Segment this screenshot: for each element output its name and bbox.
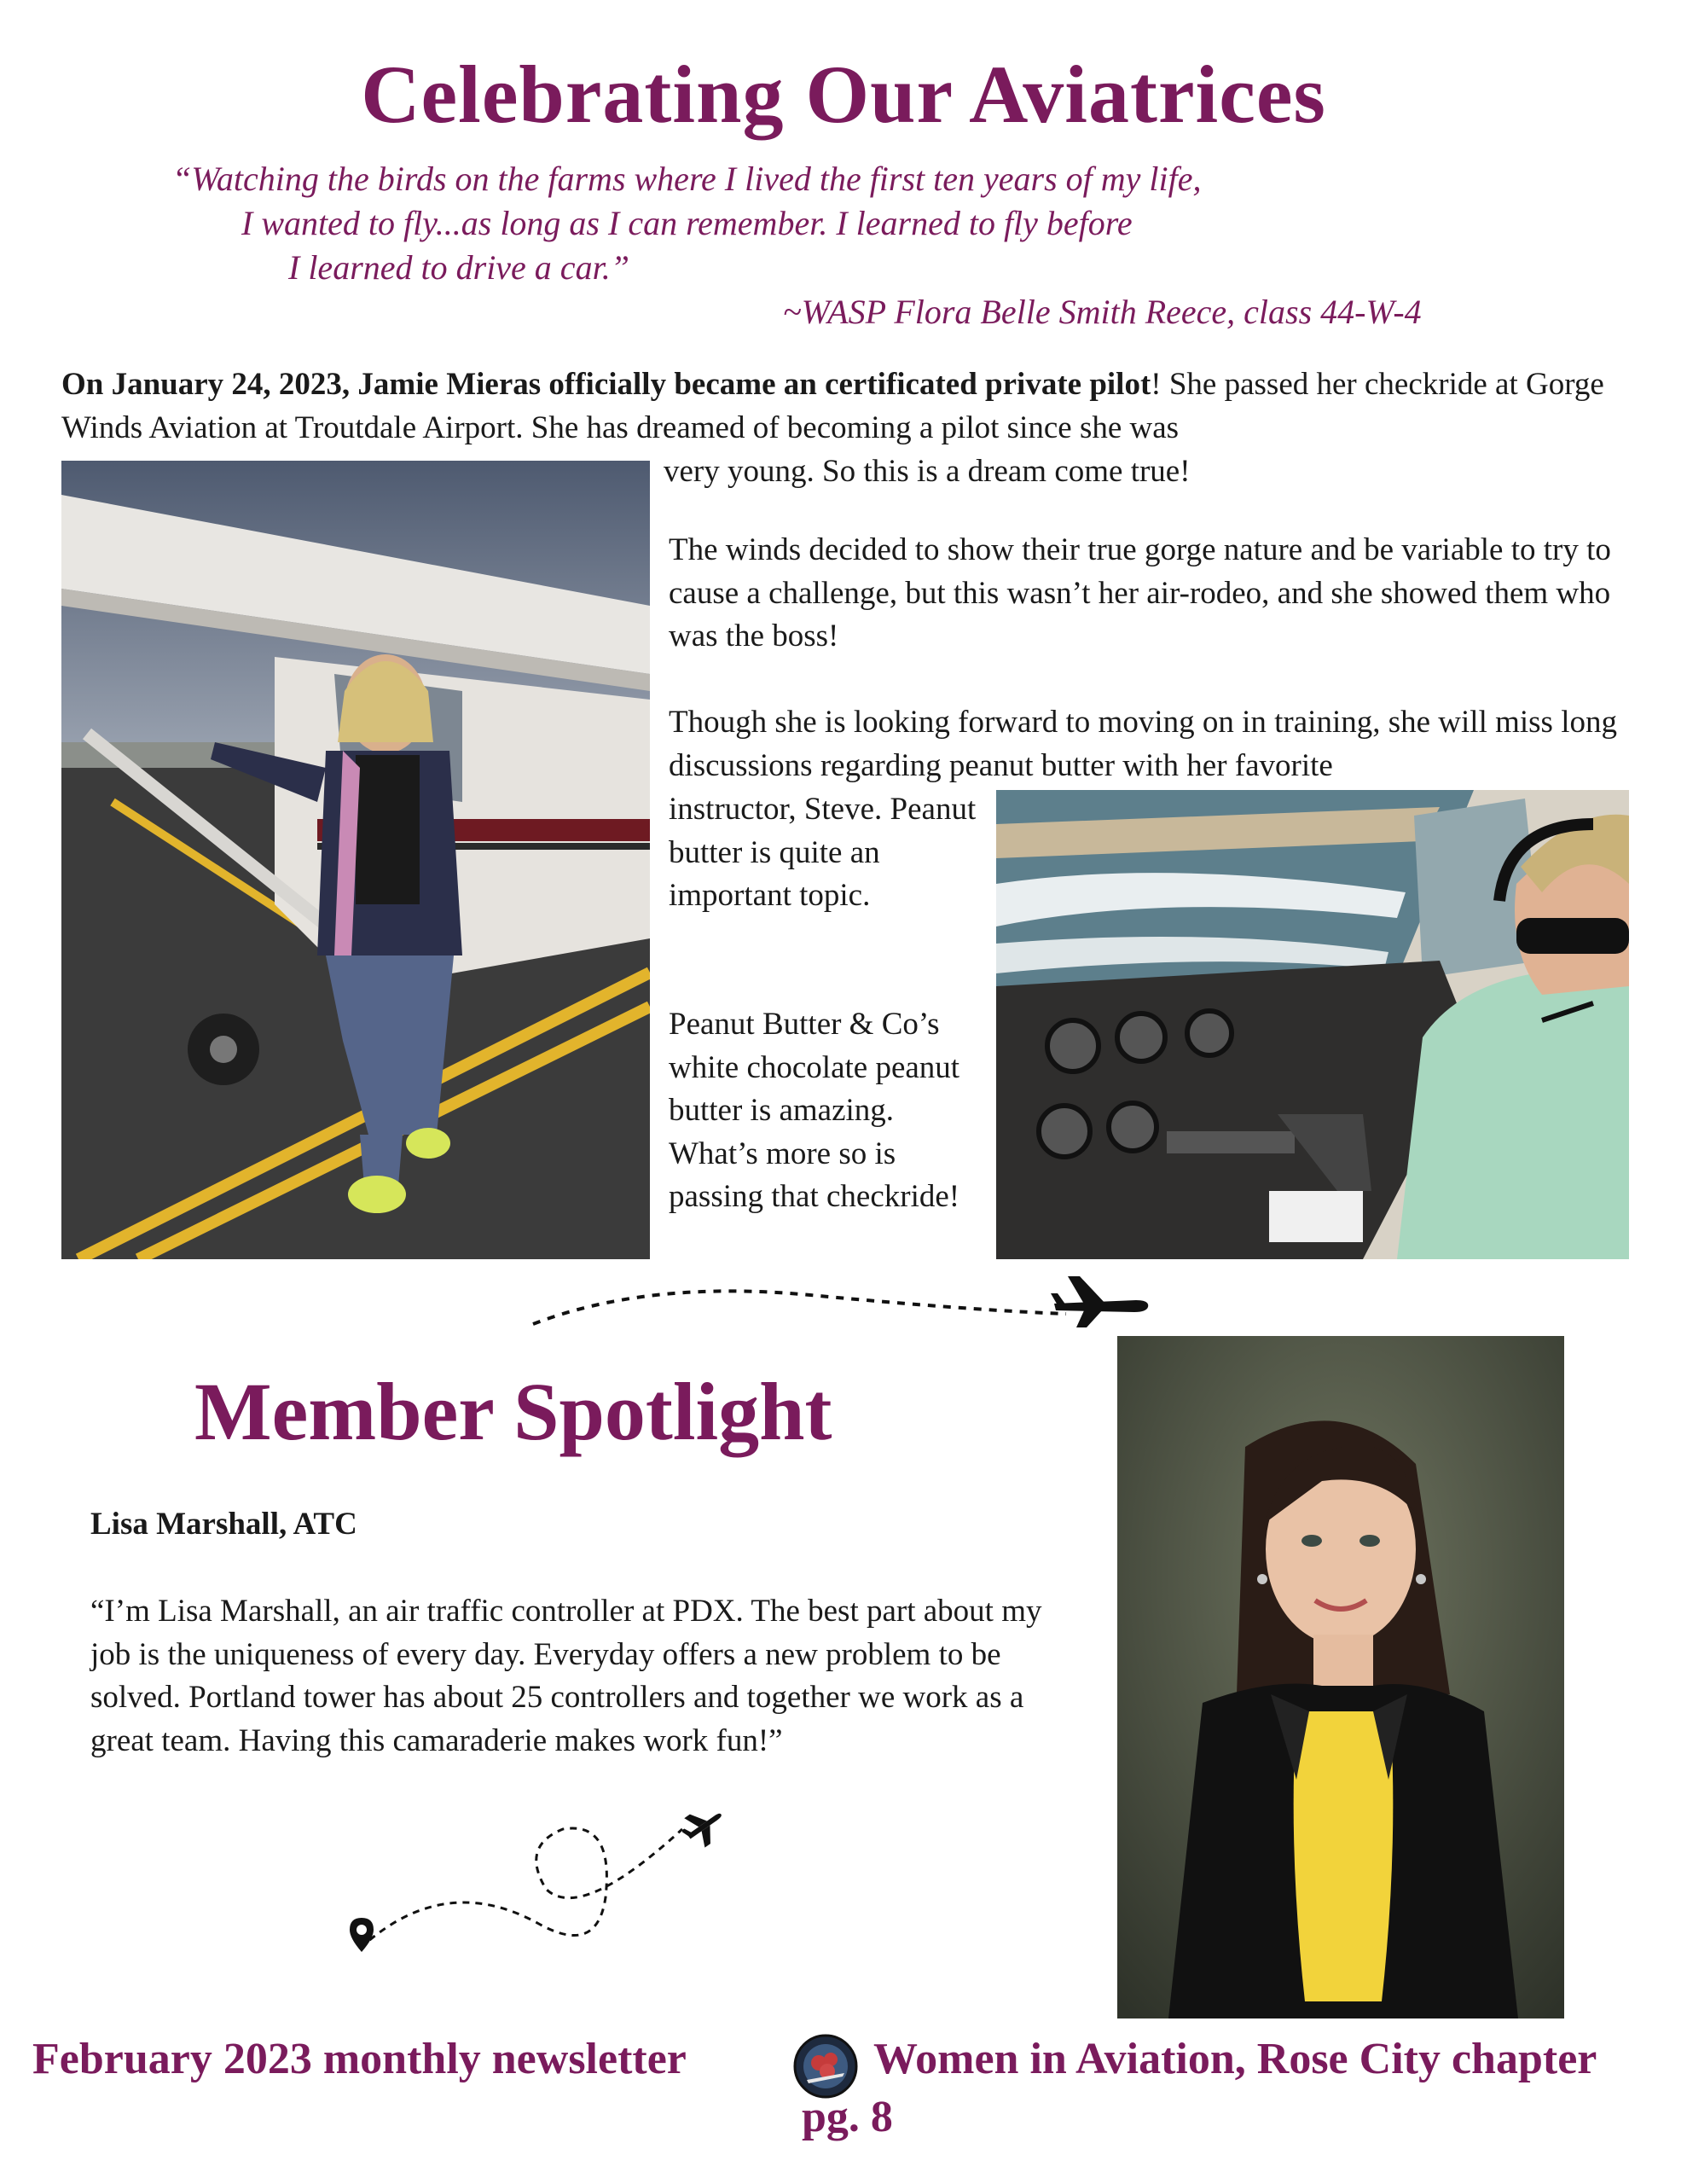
spotlight-title: Member Spotlight <box>194 1366 832 1457</box>
article-paragraph-4: Peanut Butter & Co’s white chocolate peanut butter is amazing. What’s more so is passing that checkride! <box>669 1007 960 1214</box>
footer-newsletter-date: February 2023 monthly newsletter <box>32 2035 687 2083</box>
photo-pilot-with-plane <box>61 461 650 1259</box>
looping-flight-path <box>341 1795 733 1966</box>
plane-icon <box>682 1805 725 1848</box>
article-lead <box>61 363 1614 450</box>
quote-line-3: I learned to drive a car.” <box>288 248 629 287</box>
quote-line-2: I wanted to fly...as long as I can remember. I learned to fly before <box>241 204 1133 242</box>
quote-line-1: “Watching the birds on the farms where I lived the first ten years of my life, <box>172 160 1202 198</box>
article-lead-rest: ! She passed her checkride at Gorge Winds Aviation at Troutdale Airport. She has dreamed of becoming a pilot since she was <box>61 367 1604 445</box>
plane-icon <box>1051 1275 1150 1329</box>
article-paragraph-2: The winds decided to show their true gorge nature and be variable to try to cause a challenge, but this wasn’t her air-rodeo, and she showed them who was the boss! <box>669 532 1611 653</box>
location-pin-icon <box>348 1916 375 1954</box>
footer-chapter-name: Women in Aviation, Rose City chapter <box>873 2035 1597 2083</box>
spotlight-name: Lisa Marshall, ATC <box>90 1507 357 1542</box>
chapter-logo-icon <box>793 2034 858 2099</box>
article-lead-bold: On January 24, 2023, Jamie Mieras officially became an certificated private pilot <box>61 367 1151 402</box>
photo-cockpit-selfie <box>996 790 1629 1259</box>
footer-page-number: pg. 8 <box>802 2093 893 2141</box>
spotlight-quote: “I’m Lisa Marshall, an air traffic controller at PDX. The best part about my job is the uniqueness of every day. Everyday offers a new problem to be solved. Portland tower has about 25 controllers and together we work as a great team. Having this camaraderie makes work fun!” <box>90 1594 1042 1758</box>
article-paragraph-3a: Though she is looking forward to moving on in training, she will miss long discussions regarding peanut butter with her favorite <box>669 705 1617 783</box>
page-title: Celebrating Our Aviatrices <box>361 49 1326 140</box>
photo-member-portrait <box>1117 1336 1564 2018</box>
quote-attribution: ~WASP Flora Belle Smith Reece, class 44-W-4 <box>783 293 1422 331</box>
article-paragraph-3b: instructor, Steve. Peanut butter is quite an important topic. <box>669 792 977 913</box>
article-lead-tail: very young. So this is a dream come true! <box>664 454 1191 489</box>
